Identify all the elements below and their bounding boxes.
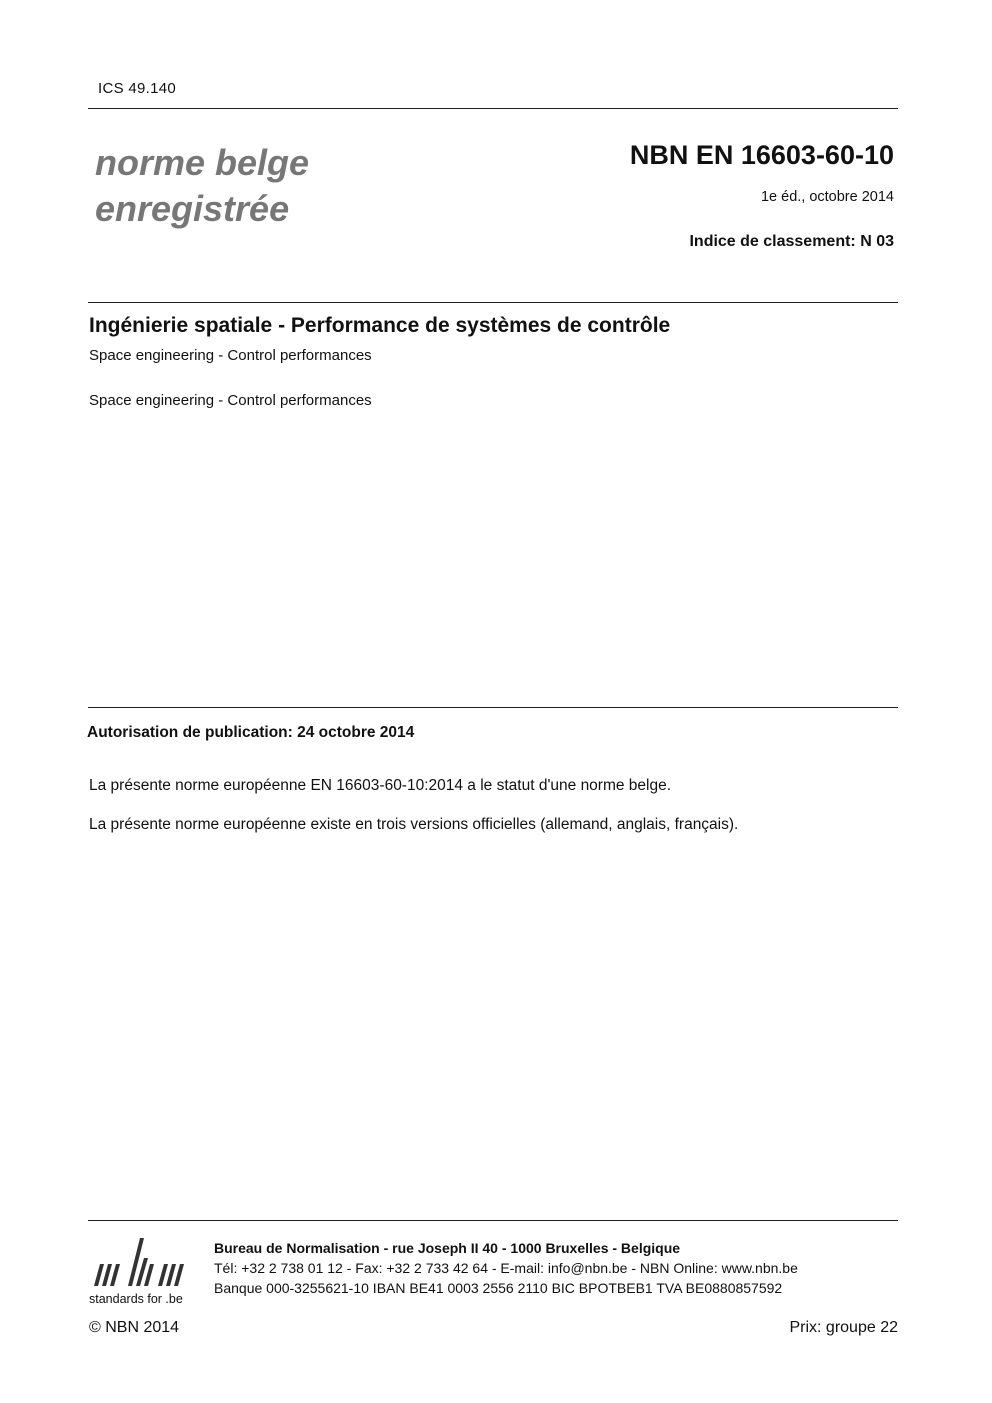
title-rule <box>88 302 898 303</box>
edition-date: 1e éd., octobre 2014 <box>760 189 894 205</box>
footer-contact: Tél: +32 2 738 01 12 - Fax: +32 2 733 42 64 - E-mail: info@nbn.be - NBN Online: www.nbn.be <box>214 1260 798 1276</box>
brand-line-1: norme belge <box>95 142 310 183</box>
nbn-logo <box>88 1228 206 1308</box>
brand-line-2: enregistrée <box>95 188 290 229</box>
standard-number: NBN EN 16603-60-10 <box>629 140 894 170</box>
classification-index: Indice de classement: N 03 <box>689 233 894 250</box>
ics-code: ICS 49.140 <box>98 80 177 97</box>
title-english-2: Space engineering - Control performances <box>89 392 372 409</box>
price-group: Prix: groupe 22 <box>789 1319 898 1336</box>
copyright: © NBN 2014 <box>89 1319 180 1336</box>
title-french: Ingénierie spatiale - Performance de systèmes de contrôle <box>89 314 671 337</box>
versions-paragraph: La présente norme européenne existe en trois versions officielles (allemand, anglais, français). <box>89 816 739 833</box>
status-paragraph: La présente norme européenne EN 16603-60-10:2014 a le statut d'une norme belge. <box>89 777 672 794</box>
footer-address: Bureau de Normalisation - rue Joseph II 40 - 1000 Bruxelles - Belgique <box>214 1240 681 1256</box>
publication-authorization: Autorisation de publication: 24 octobre 2014 <box>87 724 415 741</box>
title-english-1: Space engineering - Control performances <box>89 347 372 364</box>
body-rule <box>88 707 898 708</box>
footer-bank: Banque 000-3255621-10 IBAN BE41 0003 2556 2110 BIC BPOTBEB1 TVA BE0880857592 <box>214 1280 783 1296</box>
header-rule <box>88 108 898 109</box>
nbn-logo-mark-icon <box>88 1228 206 1308</box>
logo-text: standards for .be <box>89 1292 183 1306</box>
footer-rule <box>88 1220 898 1221</box>
